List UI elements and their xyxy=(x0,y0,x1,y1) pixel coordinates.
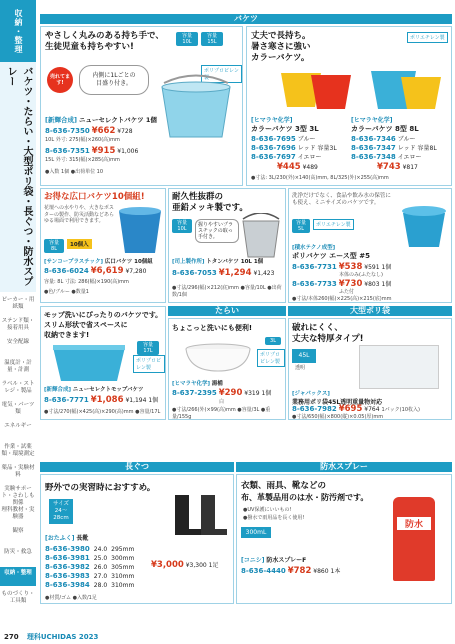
p2-b-price: ¥743 xyxy=(377,162,401,172)
p3-tax: ¥7,280 xyxy=(125,268,147,275)
p4-cap: 容量 10L xyxy=(172,219,192,233)
p6-row[interactable] xyxy=(44,396,158,405)
p2-b-tax: ¥817 xyxy=(402,164,418,171)
p1-callout xyxy=(79,65,149,95)
p6-headline2: スリム形状で省スペースに xyxy=(44,321,128,329)
p10-headline2: 布、革製品用のは水・防汚剤です。 xyxy=(241,493,369,502)
p8-note: ●寸法/650(幅)×800(縦)×0.05(厚)mm xyxy=(292,414,384,420)
p2-a-row1-color: ブルー xyxy=(297,136,316,143)
p10-code: 8-636-4440 xyxy=(241,567,286,575)
p6-price: ¥1,086 xyxy=(90,395,124,405)
p4-brand: [司上製作所] xyxy=(172,259,205,265)
p1-cap-10: 容量 10L xyxy=(176,32,198,46)
product-poly-bag xyxy=(288,318,452,420)
p7-title xyxy=(172,379,223,387)
product-poly-bucket xyxy=(288,188,452,303)
p7-headline: ちょこっと洗いにも便利! xyxy=(172,324,253,332)
sidebar-item[interactable]: 防災・救急 xyxy=(4,549,32,555)
p2-a-row2-color: レッド 容量3L xyxy=(297,145,337,152)
product-boots xyxy=(40,474,234,604)
p3-cap: 容量 8L xyxy=(44,239,64,253)
p1-badge: 売れてます! xyxy=(47,67,73,93)
p5-row2-price: ¥730 xyxy=(338,279,363,289)
p2-a-row3-code: 8-636-7697 xyxy=(251,153,296,161)
p1-headline2: 生徒児童も持ちやすい! xyxy=(45,42,134,52)
p4-callout: 握りやすいプラスチックの取っ手付き。 xyxy=(195,219,239,243)
p4-headline1: 耐久性抜群の xyxy=(172,192,224,202)
brand-footer: 理科UCHIDAS 2023 xyxy=(26,633,99,641)
p5-row2-tax: ¥803 xyxy=(364,281,380,288)
yuoke-image xyxy=(183,343,253,373)
p5-row1-unit: 1個 xyxy=(381,264,392,271)
p1-row1-size: 10L 外寸: 275(幅)×260(高)mm xyxy=(45,137,120,143)
p10-brand: [コニシ] xyxy=(241,557,265,564)
p2-a-price: ¥445 xyxy=(277,162,301,172)
p10-unit: 1本 xyxy=(330,568,341,575)
p1-note: ●入数 1個 ●出荷単位 10 xyxy=(45,169,104,175)
p1-material: ポリプロピレン製 xyxy=(201,65,242,83)
p1-row2[interactable] xyxy=(45,147,138,156)
p7-brand: [ヒマラヤ化学] xyxy=(172,381,211,387)
product-wide-bucket xyxy=(40,188,166,303)
p2-b-row2-code: 8-636-7347 xyxy=(351,144,396,152)
poly-bag-image xyxy=(359,345,439,389)
p8-brand: [ジャパックス] xyxy=(292,391,330,397)
p2-b-row1-color: ブルー xyxy=(397,136,416,143)
p5-label: 本体のみ(ふたなし) xyxy=(339,272,383,278)
sidebar-item[interactable]: 収納・整理 xyxy=(0,567,36,586)
p7-unit: 1個 xyxy=(261,390,272,397)
boots-row-code: 8-636-3982 xyxy=(45,563,90,571)
p8-unit: 1パック(10枚入) xyxy=(381,407,420,413)
p5-material: ポリエチレン製 xyxy=(313,219,354,230)
p10-name: 防水スプレーF xyxy=(266,557,307,564)
p8-cap: 45L xyxy=(292,349,316,363)
p10-bullet1: ●UV保護にいいもの! xyxy=(243,507,292,513)
p10-headline1: 衣類、雨具、靴などの xyxy=(241,481,327,491)
p4-price: ¥1,294 xyxy=(218,268,252,278)
p5-note: ●寸法/本体260(幅)×225(高)×215(底)mm xyxy=(292,296,392,302)
boots-row[interactable] xyxy=(45,581,138,590)
p5-desc: 洗浄だけでなく、食品や飲み水の保管にも使え、ミニサイズのバケツです。 xyxy=(292,193,391,206)
p2-a-row2-code: 8-636-7696 xyxy=(251,144,296,152)
p8-name: 業務用ポリ袋45L透明重量物対応 xyxy=(292,399,383,406)
p2-b-row3-color: イエロー xyxy=(397,154,422,161)
p1-brand: [新輝合成] xyxy=(45,116,77,124)
p7-material: ポリプロピレン製 xyxy=(257,349,285,367)
p1-headline1: やさしく丸みのある持ち手で、 xyxy=(45,31,164,41)
boots-row-size: 25.0 xyxy=(93,555,108,562)
boots-row-size: 27.0 xyxy=(93,573,108,580)
p7-cap: 3L xyxy=(265,337,281,345)
p6-title xyxy=(44,385,143,393)
sidebar-category: 収納・整理 xyxy=(0,0,36,62)
p2-headline3: カラーバケツ。 xyxy=(251,53,310,63)
p7-color: 白 xyxy=(219,399,225,405)
p5-row1[interactable] xyxy=(292,263,391,272)
p2-b-row1[interactable] xyxy=(351,135,415,144)
p2-b-row3[interactable] xyxy=(351,153,421,162)
product-color-bucket xyxy=(246,26,452,186)
p8-headline1: 破れにくく、 xyxy=(292,323,343,333)
p7-price: ¥290 xyxy=(218,388,243,398)
p3-desc: 花壇への水やりや、大きなボスターの製作、防災活動などあらゆる場面で利用できます。 xyxy=(44,205,115,224)
p4-code: 8-636-7053 xyxy=(172,269,217,277)
sidebar-item[interactable]: ラベル・ストレジ・製品 xyxy=(1,381,35,394)
p1-callout2: 目盛り付き。 xyxy=(96,80,132,87)
p2-a-name: カラーバケツ 3型 3L xyxy=(251,125,319,133)
p3-size: 容量: 8L 寸法: 286(幅)×190(高)mm xyxy=(44,279,129,285)
p9-price-line xyxy=(151,561,218,570)
tin-bucket-image xyxy=(239,213,283,259)
sidebar-item[interactable]: 安全配線 xyxy=(6,339,29,345)
p5-row1-price: ¥538 xyxy=(338,262,363,272)
p10-tax: ¥860 xyxy=(313,568,329,575)
p10-price: ¥782 xyxy=(287,566,312,576)
p10-cap: 300mL xyxy=(241,527,271,538)
p9-price: ¥3,000 xyxy=(151,560,184,570)
page-number: 270 xyxy=(4,633,19,641)
p3-name: 広口バケツ 10個組 xyxy=(104,259,153,265)
boots-row-h: 310mm xyxy=(111,582,135,589)
p6-name: ニューセレクトモップバケツ xyxy=(72,387,144,393)
color-buckets-image xyxy=(251,67,451,111)
product-spray xyxy=(236,474,452,604)
p2-a-price-line xyxy=(277,163,318,172)
p3-brand: [サンコープラスチック] xyxy=(44,259,104,265)
boots-row[interactable] xyxy=(45,554,138,563)
p2-a-brand: [ヒマラヤ化学] xyxy=(251,117,293,124)
p2-a-title xyxy=(251,115,349,134)
p6-cap: 容量 17L xyxy=(137,341,159,355)
p5-cap: 容量 5L xyxy=(292,219,310,233)
sidebar-item[interactable]: 実験サポート・さわしも関係 xyxy=(1,486,35,506)
boots-row[interactable] xyxy=(45,563,138,572)
sidebar-item[interactable]: 理科教材・実験器 xyxy=(1,507,35,520)
sidebar-item[interactable]: 観察 xyxy=(12,528,24,534)
p8-headline2: 丈夫な特厚タイプ! xyxy=(292,334,364,344)
sidebar-item[interactable]: 温度計・計量・計測 xyxy=(4,360,32,373)
p1-name: ニューセレクトバケツ 1個 xyxy=(79,116,157,124)
boots-row-code: 8-636-3983 xyxy=(45,572,90,580)
p10-bullet2: ●撥水で雨用品を長く使用! xyxy=(243,515,305,521)
p8-tax: ¥764 xyxy=(364,406,380,413)
boots-row-size: 26.0 xyxy=(93,564,108,571)
p2-headline2: 暑さ寒さに強い xyxy=(251,42,311,52)
section-boots: 長ぐつ xyxy=(40,462,234,472)
p3-colors: ●色/ブルー ●数量1 xyxy=(44,289,89,295)
p2-b-row2-color: レッド 容量8L xyxy=(397,145,437,152)
p4-headline2: 亜鉛メッキ製です。 xyxy=(172,203,248,213)
sidebar-item[interactable]: ステンド類・接着用具 xyxy=(1,318,35,331)
p6-material: ポリプロピレン製 xyxy=(133,355,165,373)
p5-row2[interactable] xyxy=(292,280,391,289)
p9-brand: [おたふく] xyxy=(45,535,75,542)
sidebar-title: バケツ・たらい・大型ポリ袋・長ぐつ・防水スプレー xyxy=(0,62,36,292)
boots-row-h: 300mm xyxy=(111,555,135,562)
sidebar-item[interactable]: 電気・パーツ類 xyxy=(1,402,35,415)
p1-row1-code: 8-636-7350 xyxy=(45,127,90,135)
p2-a-row2[interactable] xyxy=(251,144,337,153)
p5-title xyxy=(292,243,370,261)
p3-row[interactable] xyxy=(44,267,146,276)
product-tin-bucket xyxy=(168,188,286,303)
p2-b-brand: [ヒマラヤ化学] xyxy=(351,117,393,124)
p1-row1-tax: ¥728 xyxy=(117,128,133,135)
p7-name: 湯桶 xyxy=(211,381,223,387)
boots-row-size: 24.0 xyxy=(93,546,108,553)
p10-title xyxy=(241,555,306,564)
boots-row-code: 8-636-3981 xyxy=(45,554,90,562)
p2-b-price-line xyxy=(377,163,418,172)
p2-material: ポリエチレン製 xyxy=(407,32,448,43)
p1-name-line xyxy=(45,115,241,124)
sidebar-item[interactable]: ピーカー・用紙類 xyxy=(1,297,35,310)
section-tarai: たらい xyxy=(168,306,286,316)
p8-price: ¥695 xyxy=(338,404,363,414)
p2-note: ●寸法: 3L/230(外)×140(高)mm, 8L/325(外)×255(高)mm xyxy=(251,175,389,181)
p4-row[interactable] xyxy=(172,269,274,278)
p5-row2-unit: 1個 xyxy=(381,281,392,288)
p3-price: ¥6,619 xyxy=(90,266,124,276)
p2-a-tax: ¥489 xyxy=(302,164,318,171)
p2-a-row1-code: 8-636-7695 xyxy=(251,135,296,143)
p3-count: 10個入 xyxy=(67,239,92,249)
boots-row[interactable] xyxy=(45,545,138,554)
p3-code: 8-636-6024 xyxy=(44,267,89,275)
p3-title xyxy=(44,257,153,265)
p9-note: ●材質/ゴム ●入数/1足 xyxy=(45,595,97,601)
footer xyxy=(0,630,455,644)
p1-row2-code: 8-636-7351 xyxy=(45,147,90,155)
p6-headline1: モップ洗いにぴったりのバケツです。 xyxy=(44,311,163,319)
sidebar-item[interactable]: 作業・試薬類・環境測定 xyxy=(1,444,35,457)
p4-name: トタンバケツ 10L 1個 xyxy=(206,259,264,265)
p5-name: ポリバケツ エース型 #5 xyxy=(292,252,370,260)
p9-headline: 野外での実習時におすすめ。 xyxy=(45,483,156,493)
p9-size-tag: サイズ 24～28cm xyxy=(49,499,73,524)
p8-title xyxy=(292,389,382,406)
boots-row-size: 28.0 xyxy=(93,582,108,589)
boots-row[interactable] xyxy=(45,572,138,581)
p6-unit: 1個 xyxy=(148,397,159,404)
p5-row1-tax: ¥591 xyxy=(364,264,380,271)
product-yuoke xyxy=(168,318,286,420)
p3-headline: お得な広口バケツ10個組! xyxy=(44,192,145,202)
p5-row1-code: 8-636-7731 xyxy=(292,263,337,271)
boots-row-code: 8-636-3984 xyxy=(45,581,90,589)
product-new-select-bucket xyxy=(40,26,243,186)
spray-can-label: 防水 xyxy=(397,517,431,530)
spray-can-image xyxy=(393,497,435,581)
p9-title xyxy=(45,533,88,542)
sidebar-item[interactable]: エネルギー xyxy=(4,423,32,429)
p2-a-row3[interactable] xyxy=(251,153,321,162)
p1-callout1: 内側に1Lごとの xyxy=(92,72,136,79)
p8-material: 透明 xyxy=(295,365,306,371)
p6-brand: [新輝合成] xyxy=(44,387,72,393)
wide-buckets-image xyxy=(117,205,163,255)
p1-row2-tax: ¥1,006 xyxy=(117,148,139,155)
p7-tax: ¥319 xyxy=(244,390,260,397)
p1-row1[interactable] xyxy=(45,127,133,136)
p7-row[interactable] xyxy=(172,389,271,398)
p2-a-row1[interactable] xyxy=(251,135,315,144)
p2-a-row3-color: イエロー xyxy=(297,154,322,161)
p1-cap-15: 容量 15L xyxy=(201,32,223,46)
sidebar xyxy=(0,0,36,644)
p9-unit: 1足 xyxy=(208,562,219,569)
bucket-image xyxy=(156,73,236,141)
p2-b-row3-code: 8-636-7348 xyxy=(351,153,396,161)
p10-row[interactable] xyxy=(241,567,340,576)
mop-bucket-image xyxy=(49,343,129,383)
sidebar-item[interactable]: 薬品・実験材料 xyxy=(1,465,35,478)
boots-row-h: 295mm xyxy=(111,546,135,553)
p8-row[interactable] xyxy=(292,405,420,414)
p4-note: ●寸法/296(幅)×212(底)mm ●容量/10L ●出荷数/1個 xyxy=(172,285,282,298)
p5-row2-code: 8-636-7733 xyxy=(292,280,337,288)
boots-image xyxy=(171,493,231,537)
p2-b-name: カラーバケツ 8型 8L xyxy=(351,125,419,133)
poly-bucket-image xyxy=(399,203,449,249)
p7-code: 8-637-2395 xyxy=(172,389,217,397)
p8-code: 8-636-7982 xyxy=(292,405,337,413)
section-spray: 防水スプレー xyxy=(236,462,452,472)
p1-row2-price: ¥915 xyxy=(91,146,116,156)
p9-tax: ¥3,300 xyxy=(185,562,207,569)
boots-row-h: 310mm xyxy=(111,573,135,580)
p2-b-row1-code: 8-636-7346 xyxy=(351,135,396,143)
p1-row1-price: ¥662 xyxy=(91,126,116,136)
p7-note: ●寸法/266(外)×99(高)mm ●容量/3L ●重量/155g xyxy=(172,407,271,420)
sidebar-item[interactable]: ものづくり・工具類 xyxy=(1,591,35,604)
p2-b-title xyxy=(351,115,451,134)
p1-row2-size: 15L 外寸: 315(幅)×285(高)mm xyxy=(45,157,120,163)
boots-row-h: 305mm xyxy=(111,564,135,571)
p6-note: ●寸法/270(幅)×425(高)×290(高)mm ●容量/17L xyxy=(44,409,161,415)
boots-row-code: 8-636-3980 xyxy=(45,545,90,553)
p6-tax: ¥1,194 xyxy=(125,397,147,404)
p5-sub: ふた付 xyxy=(339,289,355,295)
p2-b-row2[interactable] xyxy=(351,144,437,153)
p2-headline1: 丈夫で長持ち。 xyxy=(251,31,311,41)
section-bag: 大型ポリ袋 xyxy=(288,306,452,316)
p4-title xyxy=(172,257,263,265)
p5-brand: [積水テクノ成型] xyxy=(292,245,336,251)
p9-name: 長靴 xyxy=(76,535,89,542)
p6-code: 8-636-7771 xyxy=(44,396,89,404)
p6-headline3: 収納できます! xyxy=(44,331,90,339)
product-mop-bucket xyxy=(40,306,166,420)
section-bucket: バケツ xyxy=(40,14,452,24)
p4-tax: ¥1,423 xyxy=(253,270,275,277)
